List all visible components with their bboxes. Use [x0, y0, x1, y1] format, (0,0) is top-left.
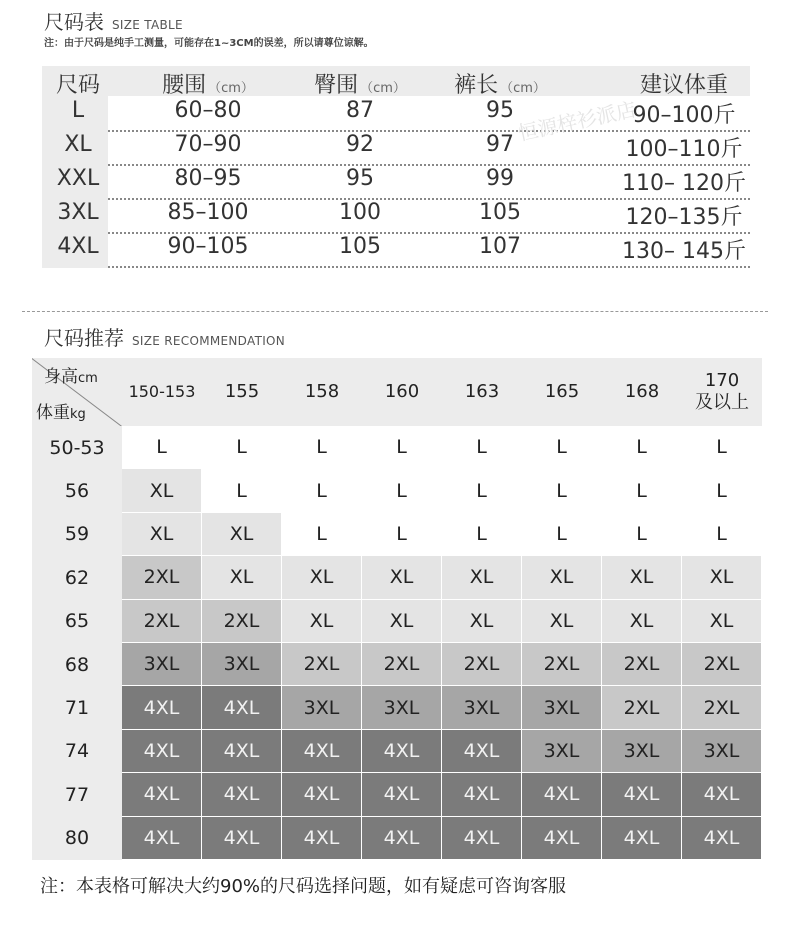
size-recommendation-cell: XL — [282, 556, 362, 599]
size-table-cell: 99 — [486, 166, 514, 191]
measurement-note: 注：由于尺码是纯手工测量，可能存在1~3CM的误差，所以请尊位谅解。 — [44, 38, 374, 49]
size-table-title — [44, 6, 183, 35]
size-recommendation-cell: 4XL — [202, 686, 282, 729]
size-recommendation-cell: L — [362, 426, 442, 469]
corner-weight-label — [36, 398, 86, 423]
height-header: 163 — [442, 358, 522, 426]
size-recommendation-cell: XL — [282, 600, 362, 643]
size-table-cell: 95 — [346, 166, 374, 191]
size-recommendation-cell: L — [522, 469, 602, 512]
size-table-cell: 110– 120斤 — [622, 171, 746, 196]
weight-header: 80 — [32, 817, 122, 860]
size-recommendation-cell: 4XL — [282, 817, 362, 860]
weight-header: 62 — [32, 556, 122, 599]
size-table-cell: 105 — [479, 200, 521, 225]
header-unit: （cm） — [360, 81, 406, 96]
size-table-cell: 80–95 — [174, 166, 242, 191]
size-recommendation-cell: L — [522, 426, 602, 469]
size-table-cell: 107 — [479, 234, 521, 259]
size-recommendation-cell: 4XL — [362, 817, 442, 860]
size-recommendation-cell: L — [362, 513, 442, 556]
size-recommendation-cell: L — [282, 426, 362, 469]
corner-height-label — [44, 362, 98, 387]
weight-header: 77 — [32, 773, 122, 816]
size-label: XXL — [56, 166, 100, 191]
size-recommendation-cell: L — [202, 426, 282, 469]
weight-header: 56 — [32, 469, 122, 512]
size-label: 4XL — [57, 234, 99, 259]
weight-header: 65 — [32, 600, 122, 643]
size-recommendation-cell: XL — [362, 600, 442, 643]
size-table-cell: 90–105 — [167, 234, 249, 259]
size-recommendation-cell: 4XL — [122, 773, 202, 816]
size-table-cell: 85–100 — [167, 200, 249, 225]
size-recommendation-cell: 4XL — [122, 686, 202, 729]
size-table-cell: 97 — [486, 132, 514, 157]
size-recommendation-cell: L — [122, 426, 202, 469]
size-recommendation-cell: 3XL — [362, 686, 442, 729]
height-header: 158 — [282, 358, 362, 426]
size-table-header-2 — [290, 68, 430, 99]
size-recommendation-cell: XL — [362, 556, 442, 599]
weight-header: 71 — [32, 686, 122, 729]
size-recommendation-cell: L — [602, 469, 682, 512]
size-table-cell: 100–110斤 — [625, 137, 743, 162]
size-recommendation-cell: XL — [602, 556, 682, 599]
weight-header: 59 — [32, 513, 122, 556]
height-header-line: 及以上 — [695, 392, 749, 413]
header-label: 裤长 — [454, 73, 499, 98]
size-recommendation-cell: 3XL — [122, 643, 202, 686]
height-header: 168 — [602, 358, 682, 426]
size-recommendation-cell: XL — [682, 600, 762, 643]
size-recommendation-cell: L — [442, 426, 522, 469]
size-table-header-1 — [138, 68, 278, 99]
size-table-title-en: SIZE TABLE — [112, 18, 183, 32]
size-recommendation-cell: 4XL — [362, 730, 442, 773]
height-header-line: 170 — [704, 370, 740, 391]
size-recommendation-cell: 4XL — [202, 773, 282, 816]
size-recommendation-cell: L — [522, 513, 602, 556]
recommendation-title — [44, 322, 285, 351]
header-label: 建议体重 — [639, 73, 728, 98]
size-recommendation-grid — [32, 358, 762, 860]
size-recommendation-cell: 4XL — [522, 773, 602, 816]
size-recommendation-cell: L — [602, 426, 682, 469]
size-recommendation-cell: 4XL — [282, 730, 362, 773]
corner-weight-unit: kg — [70, 407, 86, 422]
size-recommendation-cell: 2XL — [602, 686, 682, 729]
size-recommendation-cell: 3XL — [522, 686, 602, 729]
size-recommendation-cell: 4XL — [682, 773, 762, 816]
size-recommendation-cell: 4XL — [282, 773, 362, 816]
weight-header: 74 — [32, 730, 122, 773]
size-recommendation-cell: 4XL — [442, 773, 522, 816]
size-recommendation-cell: 2XL — [282, 643, 362, 686]
size-table-cell: 100 — [339, 200, 381, 225]
header-label: 臀围 — [314, 73, 359, 98]
size-table-title-cn: 尺码表 — [44, 10, 104, 34]
size-table-cell: 70–90 — [174, 132, 242, 157]
size-recommendation-cell: 4XL — [122, 730, 202, 773]
size-recommendation-cell: L — [202, 469, 282, 512]
header-unit: （cm） — [500, 81, 546, 96]
row-dotted-separator — [108, 266, 750, 268]
size-recommendation-cell: 3XL — [682, 730, 762, 773]
grid-corner-header — [32, 358, 122, 426]
footer-note: 注：本表格可解决大约90%的尺码选择问题，如有疑虑可咨询客服 — [40, 876, 567, 897]
watermark: 恒源梓衫派店 — [515, 96, 639, 146]
size-recommendation-cell: 2XL — [522, 643, 602, 686]
size-recommendation-cell: 2XL — [682, 643, 762, 686]
weight-header: 68 — [32, 643, 122, 686]
size-recommendation-cell: L — [682, 426, 762, 469]
size-recommendation-cell: 2XL — [442, 643, 522, 686]
size-recommendation-cell: 2XL — [682, 686, 762, 729]
size-recommendation-cell: XL — [682, 556, 762, 599]
size-recommendation-cell: 4XL — [122, 817, 202, 860]
recommendation-title-cn: 尺码推荐 — [44, 326, 124, 350]
size-recommendation-cell: XL — [522, 600, 602, 643]
size-recommendation-cell: L — [282, 513, 362, 556]
size-table-cell: 92 — [346, 132, 374, 157]
size-recommendation-cell: XL — [602, 600, 682, 643]
corner-height-unit: cm — [78, 371, 98, 386]
size-label: XL — [64, 132, 92, 157]
size-recommendation-cell: 3XL — [202, 643, 282, 686]
header-label: 尺码 — [55, 73, 100, 98]
size-recommendation-cell: XL — [522, 556, 602, 599]
size-recommendation-cell: 4XL — [202, 817, 282, 860]
size-table-cell: 87 — [346, 98, 374, 123]
size-recommendation-cell: XL — [442, 556, 522, 599]
size-recommendation-cell: XL — [202, 513, 282, 556]
size-table — [42, 66, 750, 268]
size-recommendation-cell: L — [442, 513, 522, 556]
size-label: L — [71, 98, 85, 123]
size-table-cell: 95 — [486, 98, 514, 123]
size-recommendation-cell: XL — [122, 513, 202, 556]
size-recommendation-cell: L — [362, 469, 442, 512]
size-recommendation-cell: 2XL — [362, 643, 442, 686]
header-unit: （cm） — [208, 81, 254, 96]
corner-height-text: 身高 — [44, 367, 78, 387]
size-table-header-3 — [430, 68, 570, 99]
size-recommendation-cell: XL — [202, 556, 282, 599]
size-recommendation-cell: L — [282, 469, 362, 512]
size-recommendation-cell: 2XL — [202, 600, 282, 643]
header-label: 腰围 — [162, 73, 207, 98]
height-header: 150-153 — [122, 358, 202, 426]
height-header — [682, 358, 762, 426]
size-table-cell: 90–100斤 — [632, 103, 736, 128]
size-label: 3XL — [57, 200, 99, 225]
size-recommendation-cell: 2XL — [122, 600, 202, 643]
height-header: 165 — [522, 358, 602, 426]
height-header: 160 — [362, 358, 442, 426]
size-table-cell: 130– 145斤 — [622, 239, 746, 264]
size-recommendation-cell: L — [682, 513, 762, 556]
size-table-cell: 120–135斤 — [625, 205, 743, 230]
size-recommendation-cell: 4XL — [442, 817, 522, 860]
size-recommendation-cell: 3XL — [522, 730, 602, 773]
section-divider — [22, 311, 768, 312]
size-table-header-4 — [614, 68, 754, 99]
size-recommendation-cell: 3XL — [602, 730, 682, 773]
size-recommendation-cell: 4XL — [202, 730, 282, 773]
size-recommendation-cell: 2XL — [602, 643, 682, 686]
size-recommendation-cell: 3XL — [442, 686, 522, 729]
height-header: 155 — [202, 358, 282, 426]
size-recommendation-cell: 4XL — [602, 773, 682, 816]
size-table-cell: 60–80 — [174, 98, 242, 123]
corner-weight-text: 体重 — [36, 403, 70, 423]
size-recommendation-cell: 4XL — [602, 817, 682, 860]
size-recommendation-cell: L — [602, 513, 682, 556]
weight-header: 50-53 — [32, 426, 122, 469]
recommendation-title-en: SIZE RECOMMENDATION — [132, 334, 286, 348]
size-table-cell: 105 — [339, 234, 381, 259]
size-recommendation-cell: L — [682, 469, 762, 512]
size-recommendation-cell: L — [442, 469, 522, 512]
size-recommendation-cell: 2XL — [122, 556, 202, 599]
size-recommendation-cell: XL — [122, 469, 202, 512]
size-recommendation-cell: 4XL — [682, 817, 762, 860]
size-recommendation-cell: 4XL — [362, 773, 442, 816]
size-recommendation-cell: 3XL — [282, 686, 362, 729]
size-table-header-0 — [8, 68, 148, 99]
size-recommendation-cell: 4XL — [442, 730, 522, 773]
size-recommendation-cell: XL — [442, 600, 522, 643]
size-recommendation-cell: 4XL — [522, 817, 602, 860]
